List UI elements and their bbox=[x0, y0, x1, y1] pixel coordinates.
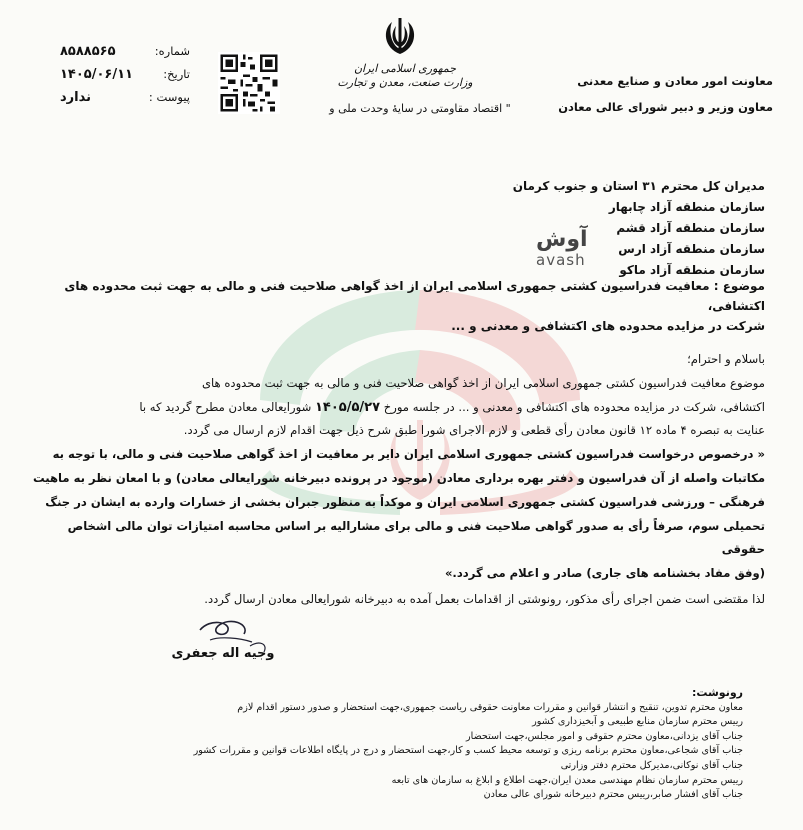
cc-item: جناب آقای شجاعی،معاون محترم برنامه ریزی و توسعه محیط کسب و کار،جهت استحضار و درج در پایگاه اطلاعات قوانین و مقررات کشور bbox=[193, 745, 743, 757]
letter-subject bbox=[35, 276, 765, 336]
letter-number-label: شماره: bbox=[154, 44, 190, 58]
cc-title: رونوشت: bbox=[691, 686, 743, 699]
recipient-item: سازمان منطقه آزاد چابهار bbox=[608, 200, 765, 214]
body-text: شورایعالی معادن مطرح گردید که با bbox=[139, 399, 312, 414]
letter-date-row bbox=[60, 63, 190, 86]
ruling-line: مکاتبات واصله از آن فدراسیون و دفتر بهره برداری معادن (موجود در پرونده دبیرخانه شورایعالی معادن) و با امعان نظر به ماهیت bbox=[33, 470, 765, 485]
recipient-item: مدیران کل محترم ۳۱ استان و جنوب کرمان bbox=[512, 179, 765, 193]
body-line: موضوع معافیت فدراسیون کشتی جمهوری اسلامی ایران از اخذ گواهی صلاحیت فنی و مالی به جهت ثبت محدوده های bbox=[201, 375, 765, 390]
ruling-line: تحمیلی سوم، صرفاً رأی به صدور گواهی صلاحیت فنی و مالی برای مشارالیه بر اساس محاسبه امتیازات توان مالی اشخاص حقوقی bbox=[67, 518, 765, 557]
avash-logo-en: avash bbox=[536, 251, 586, 269]
letter-attachment-label: پیوست : bbox=[148, 90, 190, 104]
body-line: عنایت به تبصره ۴ ماده ۱۲ قانون معادن رأی قطعی و لازم الاجرای شورا طبق شرح ذیل جهت اقدام لازم ارسال می گردد. bbox=[183, 423, 765, 438]
meeting-date: ۱۴۰۵/۵/۲۷ bbox=[315, 399, 381, 415]
iran-emblem-icon bbox=[378, 14, 422, 58]
recipient-item: سازمان منطقه آزاد قشم bbox=[616, 221, 765, 235]
body-line bbox=[29, 396, 765, 420]
cc-item: جناب آقای نوکانی،مدیرکل محترم دفتر وزارتی bbox=[560, 759, 743, 771]
ministry-line-1: جمهوری اسلامی ایران bbox=[353, 62, 457, 75]
ministry-name bbox=[330, 62, 480, 90]
ruling-line: فرهنگی – ورزشی فدراسیون کشتی جمهوری اسلامی ایران و موکداً به منظور جبران بخشی از خسارات وارده به ایشان در جنگ bbox=[45, 494, 765, 509]
recipient-item: سازمان منطقه آزاد ارس bbox=[618, 242, 765, 256]
ruling-line: (وفق مفاد بخشنامه های جاری) صادر و اعلام می گردد.» bbox=[444, 566, 765, 581]
issuing-office bbox=[543, 68, 773, 120]
letter-body bbox=[29, 348, 765, 586]
avash-watermark bbox=[536, 228, 616, 274]
avash-logo-fa: آوش bbox=[536, 227, 588, 252]
cc-list bbox=[103, 686, 743, 803]
subject-line-2: شرکت در مزایده محدوده های اکتشافی و معدنی و ... bbox=[451, 319, 765, 333]
office-line-2: معاون وزیر و دبیر شورای عالی معادن bbox=[558, 100, 773, 114]
letter-attachment-row bbox=[60, 86, 190, 109]
letter-attachment-value: ندارد bbox=[60, 90, 92, 105]
letter-number-value: ۸۵۸۸۵۶۵ bbox=[60, 44, 116, 59]
ruling-line: « درخصوص درخواست فدراسیون کشتی جمهوری اسلامی ایران دایر بر معافیت از اخذ گواهی صلاحیت فنی و مالی، با توجه به bbox=[52, 447, 765, 462]
ministry-line-2: وزارت صنعت، معدن و تجارت bbox=[337, 76, 473, 89]
body-text: اکتشافی، شرکت در مزایده محدوده های اکتشافی و معدنی و ... در جلسه مورخ bbox=[383, 399, 765, 414]
office-line-1: معاونت امور معادن و صنایع معدنی bbox=[577, 74, 773, 88]
cc-item: رییس محترم سازمان منابع طبیعی و آبخیزداری کشور bbox=[532, 716, 743, 728]
cc-item: رییس محترم سازمان نظام مهندسی معدن ایران،جهت اطلاع و ابلاغ به سازمان های تابعه bbox=[391, 774, 743, 786]
cc-item: جناب آقای یزدانی،معاون محترم حقوقی و امور مجلس،جهت استحضار bbox=[466, 730, 743, 742]
qr-code-icon bbox=[218, 52, 280, 114]
letter-number-row bbox=[60, 40, 190, 63]
recipient-item: سازمان منطقه آزاد ماکو bbox=[619, 263, 765, 277]
letter-meta bbox=[60, 40, 190, 109]
subject-line-1: موضوع : معافیت فدراسیون کشتی جمهوری اسلامی ایران از اخذ گواهی صلاحیت فنی و مالی به جهت ثبت محدوده های اکتشافی، bbox=[64, 279, 765, 313]
slogan: " اقتصاد مقاومتی در سایهٔ وحدت ملی و bbox=[329, 102, 511, 115]
letter-date-label: تاریخ: bbox=[163, 67, 190, 81]
letter-date-value: ۱۴۰۵/۰۶/۱۱ bbox=[60, 67, 133, 82]
cc-item: جناب آقای افشار صابر،رییس محترم دبیرخانه شورای عالی معادن bbox=[483, 789, 743, 801]
signer-name: وجیه اله جعفری bbox=[171, 646, 275, 661]
closing-line: لذا مقتضی است ضمن اجرای رأی مذکور، رونوشتی از اقدامات بعمل آمده به دبیرخانه شورایعالی معادن ارسال گردد. bbox=[204, 592, 765, 606]
greeting: باسلام و احترام؛ bbox=[687, 352, 765, 366]
cc-item: معاون محترم تدوین، تنقیح و انتشار قوانین و مقررات معاونت حقوقی ریاست جمهوری،جهت استحضار و صدور دستور اقدام لازم bbox=[237, 701, 743, 713]
